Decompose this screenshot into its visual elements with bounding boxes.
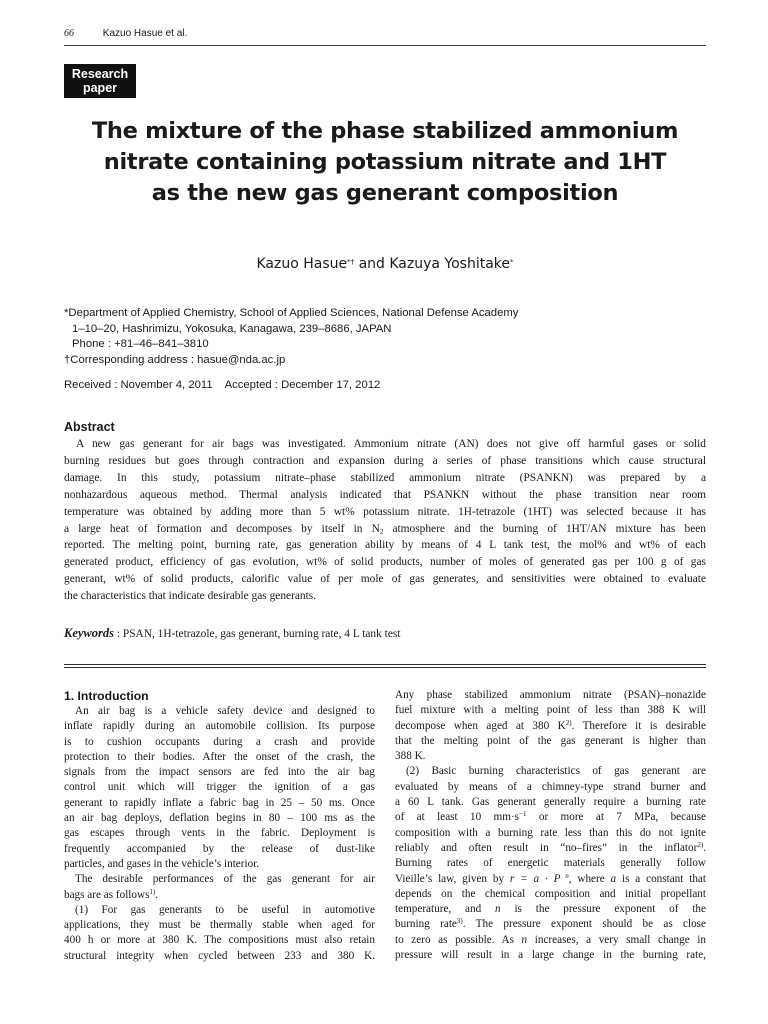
body-line: control unit which will trigger the ignition of a gas: [64, 781, 375, 794]
keywords-text: : PSAN, 1H-tetrazole, gas generant, burning rate, 4 L tank test: [114, 628, 401, 640]
running-head: Kazuo Hasue et al.: [102, 28, 188, 39]
abstract-line: generated product, efficiency of gas evolution, wt% of solid products, number of moles of generated gas per 100 g of gas: [64, 556, 706, 569]
affil-line-1: Department of Applied Chemistry, School of Applied Sciences, National Defense Academy: [68, 307, 519, 319]
body-line: bags are as follows$^{1)}$.: [64, 887, 159, 901]
abstract-body: [64, 436, 706, 605]
keywords-label: Keywords: [64, 626, 114, 640]
body-line: an air bag deploys, deflation begins in 80 – 100 ms as the: [64, 812, 375, 825]
right-column: [395, 688, 706, 963]
running-header: [64, 28, 187, 39]
abstract-line: A new gas generant for air bags was investigated. Ammonium nitrate (AN) does not give off harmful gases or solid: [76, 438, 706, 450]
abstract-line: temperature was obtained by adding more than 5 wt% potassium nitrate. 1H-tetrazole (1HT) was selected because it has: [64, 505, 706, 518]
section-heading-introduction: 1. Introduction: [64, 689, 149, 703]
body-line: applications, they must be thermally stable when aged for: [64, 919, 375, 932]
body-line: pressure will result in a large change in the burning rate,: [395, 949, 706, 962]
body-line: that the melting point of the gas generant is higher than: [395, 734, 706, 747]
body-line: protection to their bodies. After the onset of the crash, the: [64, 750, 375, 763]
body-line: (1) For gas generants to be useful in automotive: [75, 903, 375, 916]
abstract-line: generant, wt% of solid products, calorific value of per mole of gas generates, and sensitivities were obtained to evaluate: [64, 573, 706, 586]
body-line: frequently accompanied by the release of dust-like: [64, 842, 375, 855]
title-line-2: nitrate containing potassium nitrate and 1HT: [103, 149, 667, 175]
affil-phone: Phone : +81–46–841–3810: [72, 338, 209, 350]
affil-address: 1–10–20, Hashrimizu, Yokosuka, Kanagawa, 239–8686, JAPAN: [72, 322, 392, 335]
abstract-line: burning residues but goes through contraction and expansion during a series of phase transitions which cause structural: [64, 454, 706, 467]
body-line: generant to rapidly inflate a fabric bag in 25 – 50 ms. Once: [64, 796, 375, 809]
body-line: (2) Basic burning characteristics of gas generant are: [406, 765, 706, 778]
left-column: [64, 688, 375, 964]
body-line: The desirable performances of the gas generant for air: [75, 873, 375, 886]
author-connector: and: [358, 256, 385, 272]
section-rule-top: [64, 664, 706, 665]
body-line: Vieille’s law, given by r = a · P $^n$, where a is a constant that: [395, 871, 707, 885]
body-line: depends on the chemical composition and initial propellant: [395, 887, 706, 900]
body-line: a 60 L tank. Gas generant generally require a burning rate: [395, 796, 706, 809]
body-line: composition with a burning rate less than this do not ignite: [395, 826, 706, 839]
received-date: Received : November 4, 2011: [64, 379, 213, 391]
affil-mark-2: †: [64, 353, 71, 366]
author-list: [64, 256, 706, 272]
accepted-date: Accepted : December 17, 2012: [224, 379, 381, 391]
body-line: temperature, and n is the pressure exponent of the: [395, 903, 706, 916]
body-line: 400 h or more at 380 K. The compositions must also retain: [64, 934, 375, 947]
paper-title: [64, 116, 706, 209]
header-rule: [64, 45, 706, 46]
badge-line-1: Research: [71, 67, 129, 81]
author-2: Kazuya Yoshitake: [389, 256, 511, 272]
abstract-heading: Abstract: [64, 420, 115, 434]
body-line: particles, and gases in the vehicle’s interior.: [64, 857, 260, 870]
body-line: to zero as possible. As n increases, a very small change in: [395, 933, 706, 946]
section-rule-bottom: [64, 667, 706, 668]
body-line: evaluated by means of a chimney-type strand burner and: [395, 780, 706, 793]
body-line: Any phase stabilized ammonium nitrate (PSAN)–nonazide: [395, 689, 706, 701]
body-line: structural integrity when cycled between 233 and 380 K.: [64, 949, 375, 962]
affil-corresponding: Corresponding address : hasue@nda.ac.jp: [70, 353, 286, 366]
body-line: burning rate$^{3)}$. The pressure exponent should be as close: [395, 917, 706, 931]
body-line: fuel mixture with a melting point of less than 388 K will: [395, 704, 706, 717]
article-type-badge: [64, 64, 136, 98]
author-2-marks: *: [510, 258, 514, 266]
abstract-line: reported. The melting point, burning rate, gas generation ability by means of 4 L tank test, the mol% and wt% of each: [64, 539, 706, 552]
keywords: [64, 626, 400, 641]
body-line: 388 K.: [395, 750, 426, 763]
body-line: decompose when aged at 380 $K^{2)}$. Therefore it is desirable: [395, 718, 706, 732]
body-line: Burning rates of energetic materials generally follow: [395, 857, 706, 870]
body-line: of at least 10 $mm\cdot s^{-1}$ or more at 7 MPa, because: [395, 810, 706, 824]
abstract-line: the characteristics that indicate desirable gas generants.: [64, 590, 317, 603]
page-number: 66: [64, 28, 74, 39]
affiliation-block: [64, 306, 518, 368]
title-line-3: as the new gas generant composition: [151, 180, 619, 206]
abstract-line: nonhazardous aqueous method. Thermal analysis indicated that PSANKN without the phase transition near room: [64, 488, 706, 501]
author-1-marks: *†: [347, 258, 355, 266]
author-1: Kazuo Hasue: [256, 256, 348, 272]
dates-line: [64, 379, 380, 391]
abstract-line: a large heat of formation and decomposes by itself in $N_2$ atmosphere and the burning of 1HT/AN mixture has been: [64, 522, 707, 536]
body-line: signals from the impact sensors are fed into the air bag: [64, 766, 375, 779]
title-line-1: The mixture of the phase stabilized ammonium: [91, 118, 679, 144]
abstract-line: damage. In this study, potassium nitrate–phase stabilized ammonium nitrate (PSANKN) was prepared by a: [64, 471, 706, 484]
body-line: inflate rapidly during an automobile collision. Its purpose: [64, 720, 375, 733]
body-line: is to cushion occupants during a crash and provide: [64, 735, 375, 748]
body-line: gas escapes through vents in the fabric. Deployment is: [64, 827, 375, 840]
badge-line-2: paper: [82, 81, 118, 95]
body-line: An air bag is a vehicle safety device and designed to: [75, 705, 375, 717]
body-line: reliably and often result in “no–fires” in the inflator$^{2)}$.: [395, 840, 706, 854]
affil-mark-1: *: [64, 307, 69, 319]
